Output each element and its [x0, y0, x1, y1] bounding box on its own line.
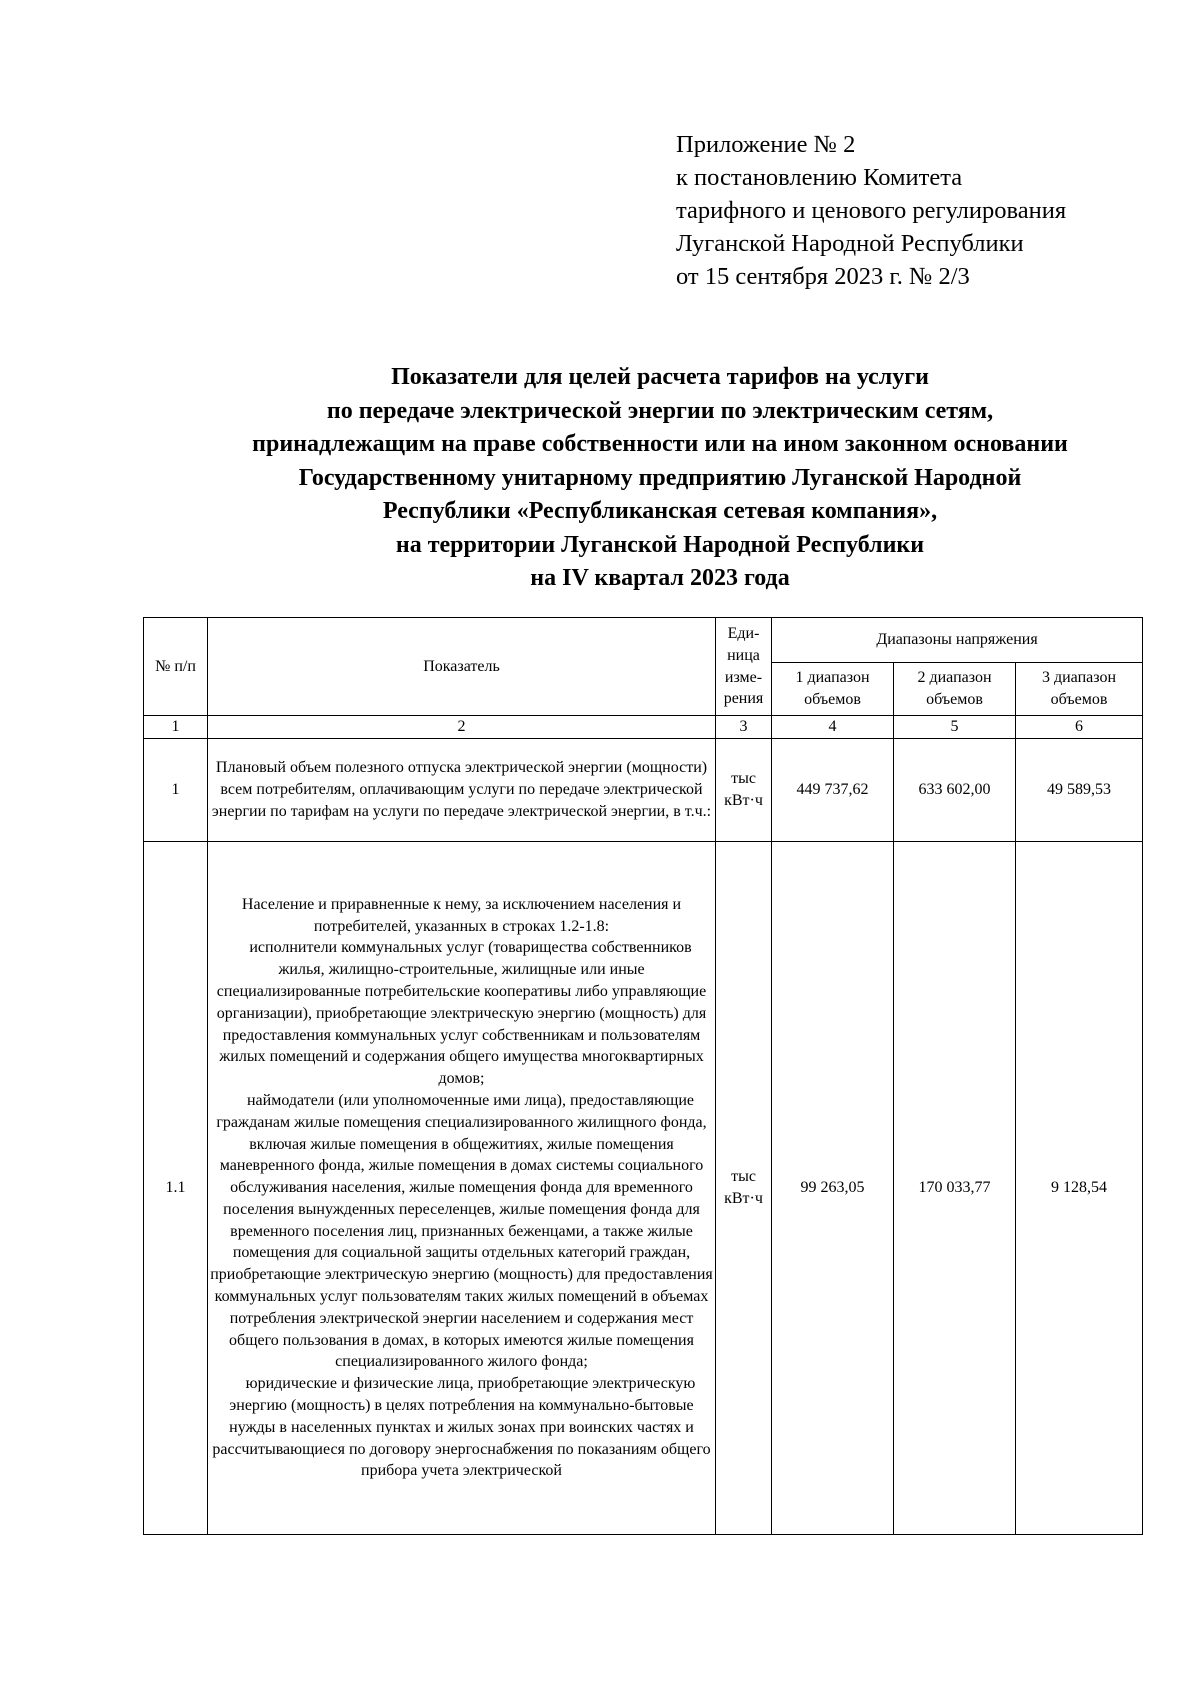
row-value-1: 449 737,62	[772, 739, 894, 842]
header-number: № п/п	[144, 618, 208, 716]
row-paragraph: наймодатели (или уполномоченные ими лица), предоставляющие гражданам жилые помещения специализированного жилищного фонда, включая жилые помещения в общежитиях, жилые помещения маневренного фонда, жилые помещения в домах системы социального обслуживания населения, жилые помещения фонда для временного поселения вынужденных переселенцев, жилые помещения фонда для временного поселения лиц, признанных беженцами, а также жилые помещения для социальной защиты отдельных категорий граждан, приобретающие электрическую энергию (мощность) для предоставления коммунальных услуг пользователям таких жилых помещений в объемах потребления электрической энергии населением и содержания мест общего пользования в домах, в которых имеются жилые помещения специализированного жилого фонда;	[210, 1091, 713, 1371]
header-range-1: 1 диапазон объемов	[772, 663, 894, 716]
row-paragraph: Плановый объем полезного отпуска электрической энергии (мощности) всем потребителям, оплачивающим услуги по передаче электрической энергии по тарифам на услуги по передаче электрической энергии, в т.ч.:	[211, 759, 712, 820]
row-indicator	[208, 842, 716, 1535]
row-paragraph: Население и приравненные к нему, за исключением населения и потребителей, указанных в строках 1.2-1.8:	[241, 895, 682, 935]
column-number-row	[144, 716, 1143, 739]
row-value-1: 99 263,05	[772, 842, 894, 1535]
appendix-line: к постановлению Комитета	[676, 164, 963, 191]
title-line: на территории Луганской Народной Республики	[395, 531, 925, 558]
appendix-block	[676, 128, 1066, 293]
column-number: 4	[772, 716, 894, 739]
row-value-2: 633 602,00	[894, 739, 1016, 842]
column-number: 6	[1016, 716, 1143, 739]
appendix-line: тарифного и ценового регулирования	[676, 197, 1067, 224]
row-paragraph: исполнители коммунальных услуг (товарищества собственников жилья, жилищно-строительные, жилищные или иные специализированные потребительские кооперативы либо управляющие организации), приобретающие электрическую энергию (мощность) для предоставления коммунальных услуг собственникам и пользователям жилых помещений и содержания общего имущества многоквартирных домов;	[216, 939, 707, 1088]
row-unit: тыс кВт·ч	[716, 739, 772, 842]
header-range-2: 2 диапазон объемов	[894, 663, 1016, 716]
table-body	[144, 618, 1143, 1535]
appendix-line: от 15 сентября 2023 г. № 2/3	[676, 263, 970, 290]
column-number: 2	[208, 716, 716, 739]
header-unit: Еди-ница изме-рения	[716, 618, 772, 716]
indicators-table	[143, 617, 1143, 1535]
header-row-top	[144, 618, 1143, 663]
row-number: 1	[144, 739, 208, 842]
appendix-line: Луганской Народной Республики	[676, 230, 1024, 257]
table-row	[144, 739, 1143, 842]
table-row	[144, 842, 1143, 1535]
row-value-3: 9 128,54	[1016, 842, 1143, 1535]
title-line: принадлежащим на праве собственности или на ином законном основании	[252, 431, 1068, 457]
title-line: Государственному унитарному предприятию Луганской Народной	[298, 464, 1022, 491]
title-line: по передаче электрической энергии по электрическим сетям,	[326, 397, 994, 424]
title-line: Показатели для целей расчета тарифов на услуги	[391, 364, 929, 390]
column-number: 5	[894, 716, 1016, 739]
document-title	[150, 361, 1170, 596]
title-line: на IV квартал 2023 года	[530, 565, 790, 591]
header-range-3: 3 диапазон объемов	[1016, 663, 1143, 716]
title-line: Республики «Республиканская сетевая компания»,	[382, 498, 938, 524]
column-number: 1	[144, 716, 208, 739]
row-paragraph: юридические и физические лица, приобретающие электрическую энергию (мощность) в целях потребления на коммунально-бытовые нужды в населенных пунктах и жилых зонах при воинских частях и рассчитывающиеся по договору энергоснабжения по показаниям общего прибора учета электрической	[212, 1375, 711, 1480]
row-unit: тыс кВт·ч	[716, 842, 772, 1535]
row-indicator	[208, 739, 716, 842]
column-number: 3	[716, 716, 772, 739]
row-value-2: 170 033,77	[894, 842, 1016, 1535]
appendix-line: Приложение № 2	[676, 131, 856, 158]
header-indicator: Показатель	[208, 618, 716, 716]
header-ranges-group: Диапазоны напряжения	[772, 618, 1143, 663]
row-number: 1.1	[144, 842, 208, 1535]
row-value-3: 49 589,53	[1016, 739, 1143, 842]
